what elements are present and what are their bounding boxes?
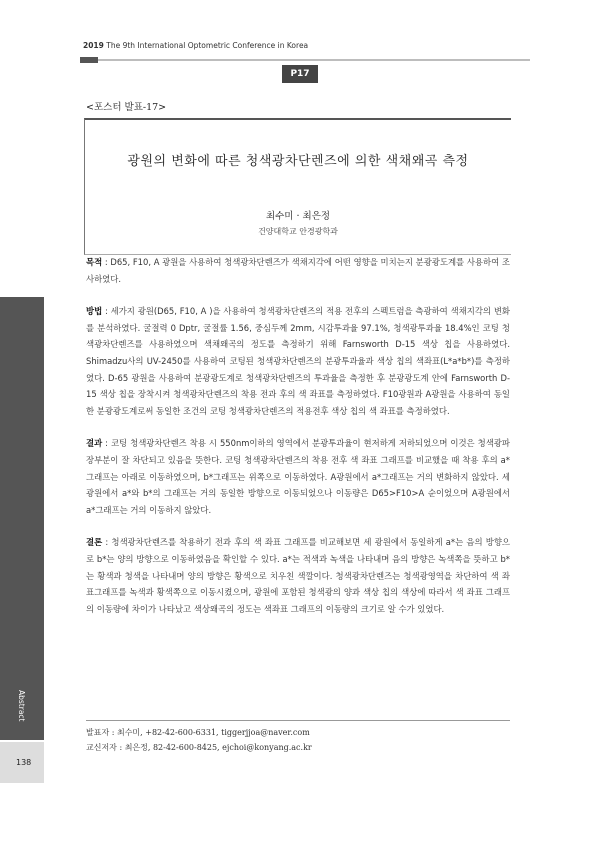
section-text: : 코팅 청색광차단렌즈 착용 시 550nm이하의 영역에서 분광투과율이 현저하게 저하되었으며 이것은 청색광파장부분이 잘 차단되고 있음을 뜻한다. 코팅 청색광차단렌즈의 착용 전후 색 좌표 그래프를 비교했을 때 착용 후의 a*그래프는 아래로 이동하였으며, b*그래프는 위쪽으로 이동하였다. A광원에서 a*그래프는 거의 변화하지 않았다. 세 광원에서 a*와 b*의 그래프는 거의 동일한 방향으로 이동되었으나 이동량은 D65>F10>A 순이었으며 A광원에서 a*그래프는 거의 이동하지 않았다. bbox=[86, 438, 510, 515]
header-rule-light bbox=[98, 59, 530, 61]
page-number: 138 bbox=[16, 758, 32, 767]
section-method bbox=[86, 303, 510, 419]
section-conclusion bbox=[86, 534, 510, 617]
poster-tag: P17 bbox=[282, 65, 318, 83]
header-year: 2019 bbox=[83, 41, 104, 50]
paper-title: 광원의 변화에 따른 청색광차단렌즈에 의한 색채왜곡 측정 bbox=[127, 154, 469, 169]
title-box bbox=[84, 118, 511, 255]
section-text: : 청색광차단렌즈를 착용하기 전과 후의 색 좌표 그래프를 비교해보면 세 광원에서 동일하게 a*는 음의 방향으로 b*는 양의 방향으로 이동하였음을 확인할 수 있다. a*는 적색과 녹색을 나타내며 음의 방향은 녹색쪽을 뜻하고 b*는 황색과 청색을 나타내며 양의 방향은 황색으로 치우친 색깔이다. 청색광차단렌즈는 청색광영역을 차단하여 색 좌표그래프를 녹색과 황색쪽으로 이동시켰으며, 광원에 포함된 청색광의 양과 색상 칩의 색상에 따라서 색 좌표 그래프의 이동량에 차이가 나타났고 색상왜곡의 정도는 색좌표 그래프의 이동량의 크기로 알 수가 있었다. bbox=[86, 537, 510, 614]
poster-number: <포스터 발표-17> bbox=[86, 102, 167, 113]
footnote-presenter: 발표자 : 최수미, +82-42-600-6331, tiggerjjoa@naver.com bbox=[86, 728, 310, 737]
section-label: 방법 bbox=[86, 306, 103, 317]
header-rule-dark bbox=[80, 57, 98, 63]
section-purpose bbox=[86, 254, 510, 287]
footnote-rule bbox=[86, 720, 510, 721]
section-results bbox=[86, 435, 510, 518]
side-tab-label: Abstract bbox=[17, 690, 26, 722]
section-label: 결론 bbox=[86, 537, 103, 548]
section-text: : 세가지 광원(D65, F10, A )을 사용하여 청색광차단렌즈의 적용 전후의 스펙트럼을 측광하여 색채지각의 변화를 분석하였다. 굴절력 0 Dptr, 굴절률 1.56, 중심두께 2mm, 시감투과율 97.1%, 청색광투과율 18.4%인 코팅 청색광차단렌즈를 사용하였으며 색채왜곡의 정도를 측정하기 위해 Farnsworth D-15 색상 칩을 사용하였다. Shimadzu사의 UV-2450를 사용하여 코팅된 청색광차단렌즈의 분광투과율과 색상 칩의 색좌표(L*a*b*)를 측정하였다. D-65 광원을 사용하여 분광광도계로 청색광차단렌즈의 투과율을 측정한 후 분광광도계 안에 Farnsworth D-15 색상 칩을 장착시켜 청색광차단렌즈의 착용 전과 후의 색 좌표를 측정하였다. F10광원과 A광원을 사용하여 동일한 분광광도계로써 동일한 조건의 코팅 청색광차단렌즈의 적용전후 색상 칩의 색 좌표를 측정하였다. bbox=[86, 306, 510, 416]
abstract-body bbox=[86, 254, 510, 633]
affiliation: 건양대학교 안경광학과 bbox=[258, 227, 338, 236]
authors: 최수미 · 최은정 bbox=[265, 211, 331, 222]
header-conference: The 9th International Optometric Conference in Korea bbox=[106, 41, 309, 50]
footnote-corresponding: 교신저자 : 최은정, 82-42-600-8425, ejchoi@konyang.ac.kr bbox=[86, 743, 312, 752]
section-label: 목적 bbox=[86, 257, 103, 267]
section-label: 결과 bbox=[86, 438, 103, 449]
section-text: : D65, F10, A 광원을 사용하여 청색광차단렌즈가 색채지각에 어떤 영향을 미치는지 분광광도계를 사용하여 조사하였다. bbox=[86, 257, 510, 284]
running-header bbox=[83, 41, 308, 50]
side-tab bbox=[0, 297, 44, 740]
